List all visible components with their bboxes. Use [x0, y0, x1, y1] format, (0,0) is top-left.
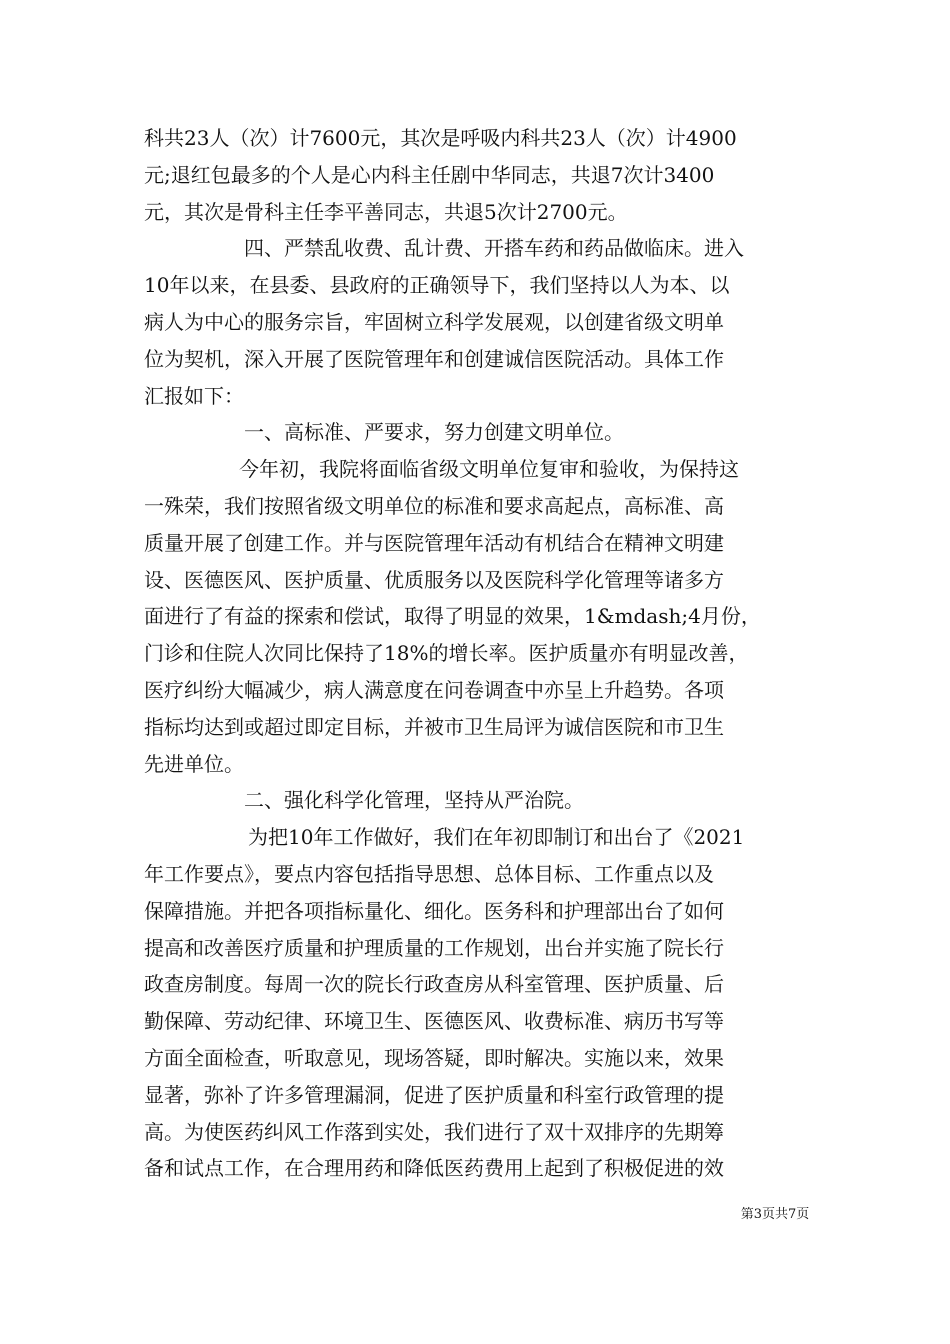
text-line: 10年以来，在县委、县政府的正确领导下，我们坚持以人为本、以 [144, 273, 730, 298]
text-line: 病人为中心的服务宗旨，牢固树立科学发展观，以创建省级文明单 [144, 309, 724, 334]
text-line: 年工作要点》，要点内容包括指导思想、总体目标、工作重点以及 [144, 861, 714, 886]
text-line: 汇报如下： [144, 383, 244, 408]
text-line: 位为契机，深入开展了医院管理年和创建诚信医院活动。具体工作 [144, 346, 724, 371]
text-line: 科共23人（次）计7600元，其次是呼吸内科共23人（次）计4900 [144, 126, 737, 150]
text-line: 保障措施。并把各项指标量化、细化。医务科和护理部出台了如何 [144, 898, 724, 923]
text-line: 医疗纠纷大幅减少，病人满意度在问卷调查中亦呈上升趋势。各项 [144, 677, 724, 702]
text-line: 提高和改善医疗质量和护理质量的工作规划，出台并实施了院长行 [144, 935, 724, 960]
text-line: 政查房制度。每周一次的院长行政查房从科室管理、医护质量、后 [144, 972, 724, 997]
page-footer [0, 1203, 950, 1222]
text-line: 元，其次是骨科主任李平善同志，共退5次计2700元。 [144, 199, 628, 224]
text-line: 门诊和住院人次同比保持了18%的增长率。医护质量亦有明显改善， [144, 641, 749, 666]
section-heading: 二、强化科学化管理，坚持从严治院。 [244, 788, 584, 813]
paragraph-start: 今年初，我院将面临省级文明单位复审和验收，为保持这 [239, 457, 739, 482]
section-heading: 四、严禁乱收费、乱计费、开搭车药和药品做临床。进入 [244, 236, 744, 261]
text-line: 一殊荣，我们按照省级文明单位的标准和要求高起点，高标准、高 [144, 493, 724, 518]
text-line: 勤保障、劳动纪律、环境卫生、医德医风、收费标准、病历书写等 [144, 1009, 724, 1034]
text-line: 方面全面检查，听取意见，现场答疑，即时解决。实施以来，效果 [144, 1045, 724, 1070]
section-heading: 一、高标准、严要求，努力创建文明单位。 [244, 420, 624, 445]
paragraph-start: 为把10年工作做好，我们在年初即制订和出台了《2021 [248, 825, 745, 850]
text-line: 显著，弥补了许多管理漏洞，促进了医护质量和科室行政管理的提 [144, 1082, 724, 1107]
page-number: 第3页共7页 [740, 1207, 810, 1222]
text-line: 先进单位。 [144, 751, 244, 776]
text-line: 面进行了有益的探索和偿试，取得了明显的效果，1&mdash;4月份， [144, 604, 761, 629]
text-line: 设、医德医风、医护质量、优质服务以及医院科学化管理等诸多方 [144, 567, 724, 592]
text-line: 备和试点工作，在合理用药和降低医药费用上起到了积极促进的效 [144, 1156, 724, 1181]
text-line: 元;退红包最多的个人是心内科主任剧中华同志，共退7次计3400 [144, 162, 715, 187]
text-line: 高。为使医药纠风工作落到实处，我们进行了双十双排序的先期筹 [144, 1119, 724, 1144]
document-body [144, 120, 809, 1187]
text-line: 质量开展了创建工作。并与医院管理年活动有机结合在精神文明建 [144, 530, 724, 555]
text-line: 指标均达到或超过即定目标，并被市卫生局评为诚信医院和市卫生 [144, 714, 724, 739]
